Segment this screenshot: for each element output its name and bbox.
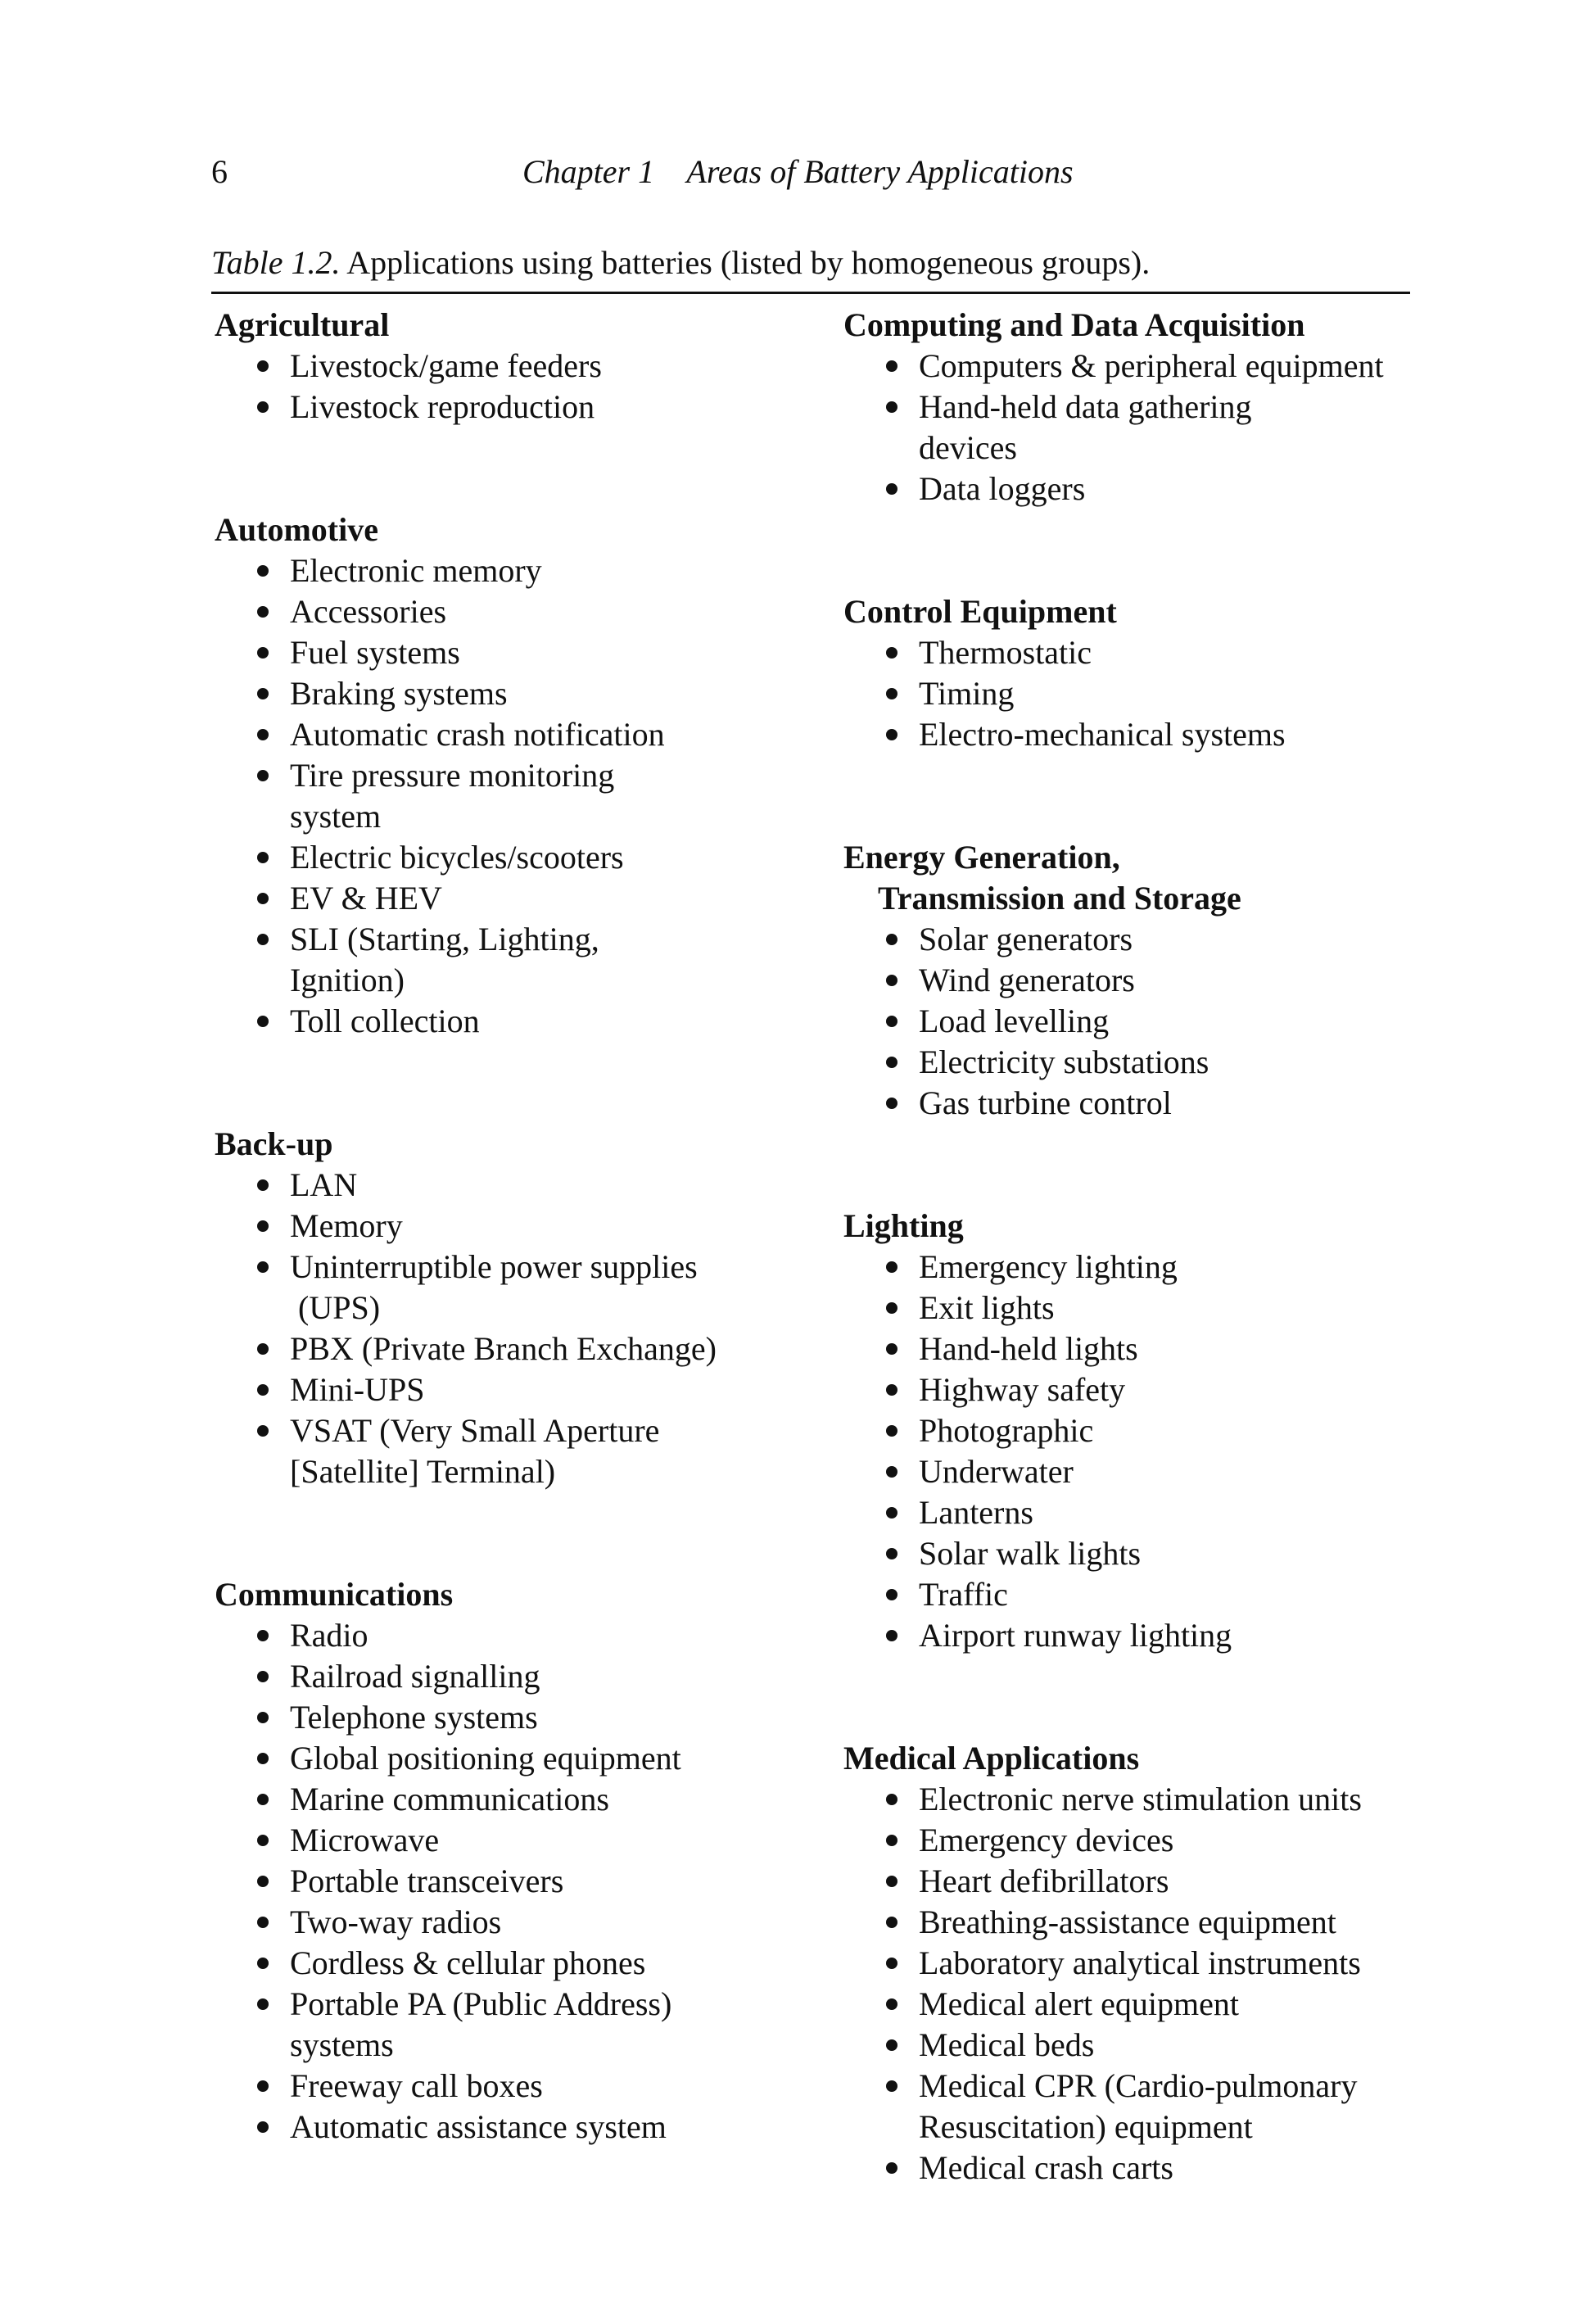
list-item — [843, 1042, 1417, 1083]
list-item — [215, 1369, 788, 1410]
category-group — [215, 509, 788, 1042]
category-heading — [215, 509, 788, 550]
category-group — [843, 1206, 1417, 1656]
list-item-text: Tire pressure monitoring — [290, 757, 615, 794]
list-item-text: Airport runway lighting — [919, 1617, 1232, 1654]
bullet-icon — [886, 483, 897, 495]
list-item-text: PBX (Private Branch Exchange) — [290, 1330, 717, 1367]
table-caption-label: Table 1.2. — [211, 244, 341, 281]
list-item-text: Portable transceivers — [290, 1863, 564, 1899]
list-item-text: Solar generators — [919, 921, 1133, 957]
right-column — [843, 305, 1417, 2270]
list-item — [215, 1001, 788, 1042]
list-item-text: Freeway call boxes — [290, 2067, 543, 2104]
list-item — [843, 2148, 1417, 2188]
list-item-text: Electricity substations — [919, 1043, 1209, 1080]
list-item-text: Electro-mechanical systems — [919, 716, 1286, 753]
list-item — [215, 714, 788, 755]
list-item-text: Livestock/game feeders — [290, 347, 602, 384]
bullet-icon — [257, 1998, 269, 2010]
application-list — [215, 1615, 788, 2148]
list-item — [215, 1902, 788, 1943]
list-item-text: Emergency devices — [919, 1822, 1174, 1858]
list-item-text: Lanterns — [919, 1494, 1033, 1531]
list-item-text: Braking systems — [290, 675, 508, 712]
bullet-icon — [886, 1425, 897, 1437]
category-heading — [843, 1738, 1417, 1779]
bullet-icon — [886, 1384, 897, 1396]
category-heading-line: Control Equipment — [843, 593, 1117, 630]
list-item — [215, 1820, 788, 1861]
list-item — [843, 1492, 1417, 1533]
list-item-text: devices — [919, 429, 1017, 466]
list-item — [843, 1083, 1417, 1124]
list-item-text: Two-way radios — [290, 1903, 502, 1940]
list-item-text: Fuel systems — [290, 634, 460, 671]
list-item — [843, 1820, 1417, 1861]
bullet-icon — [886, 1057, 897, 1068]
list-item — [843, 468, 1417, 509]
bullet-icon — [257, 1261, 269, 1273]
bullet-icon — [257, 2080, 269, 2092]
list-item-text: Automatic crash notification — [290, 716, 665, 753]
list-item — [215, 878, 788, 919]
list-item-text: Automatic assistance system — [290, 2108, 667, 2145]
list-item-text: EV & HEV — [290, 880, 442, 917]
list-item-text: Laboratory analytical instruments — [919, 1944, 1361, 1981]
list-item-text: (UPS) — [290, 1289, 381, 1326]
bullet-icon — [886, 934, 897, 945]
bullet-icon — [257, 1384, 269, 1396]
list-item — [215, 1861, 788, 1902]
list-item-text: Underwater — [919, 1453, 1074, 1490]
bullet-icon — [886, 2039, 897, 2051]
page-header — [211, 152, 1410, 201]
list-item-text: Telephone systems — [290, 1699, 538, 1736]
bullet-icon — [886, 1343, 897, 1355]
category-group — [843, 837, 1417, 1124]
category-group — [215, 1124, 788, 1492]
list-item-text: Uninterruptible power supplies — [290, 1248, 698, 1285]
list-item — [215, 1615, 788, 1656]
list-item — [843, 1861, 1417, 1902]
bullet-icon — [257, 647, 269, 659]
list-item — [215, 2107, 788, 2148]
bullet-icon — [886, 1589, 897, 1600]
list-item — [843, 1369, 1417, 1410]
list-item — [215, 591, 788, 632]
bullet-icon — [257, 893, 269, 904]
table-caption — [211, 243, 1150, 282]
list-item — [843, 1328, 1417, 1369]
bullet-icon — [257, 1917, 269, 1928]
list-item — [215, 632, 788, 673]
category-heading — [215, 1124, 788, 1165]
list-item-text: Hand-held data gathering — [919, 388, 1252, 425]
bullet-icon — [886, 1917, 897, 1928]
list-item-text: Emergency lighting — [919, 1248, 1178, 1285]
list-item — [843, 1943, 1417, 1984]
left-column — [215, 305, 788, 2229]
application-list — [215, 550, 788, 1042]
list-item-text: SLI (Starting, Lighting, — [290, 921, 599, 957]
list-item — [843, 1902, 1417, 1943]
bullet-icon — [257, 1712, 269, 1723]
application-list — [215, 346, 788, 428]
list-item — [843, 632, 1417, 673]
bullet-icon — [257, 1016, 269, 1027]
category-group — [843, 1738, 1417, 2188]
list-item-text: Heart defibrillators — [919, 1863, 1169, 1899]
list-item — [215, 550, 788, 591]
list-item-text: Livestock reproduction — [290, 388, 595, 425]
list-item — [215, 1943, 788, 1984]
bullet-icon — [886, 1630, 897, 1641]
bullet-icon — [886, 1507, 897, 1519]
list-item-text: Exit lights — [919, 1289, 1055, 1326]
bullet-icon — [257, 565, 269, 577]
list-item-text: Highway safety — [919, 1371, 1126, 1408]
list-item-text: [Satellite] Terminal) — [290, 1453, 556, 1490]
list-item — [843, 2025, 1417, 2066]
bullet-icon — [257, 1958, 269, 1969]
bullet-icon — [886, 1302, 897, 1314]
category-heading-line: Energy Generation, — [843, 839, 1120, 876]
bullet-icon — [257, 1794, 269, 1805]
list-item — [215, 2066, 788, 2107]
bullet-icon — [257, 1343, 269, 1355]
bullet-icon — [257, 1876, 269, 1887]
category-heading — [215, 305, 788, 346]
bullet-icon — [886, 975, 897, 986]
category-heading-line: Computing and Data Acquisition — [843, 306, 1305, 343]
bullet-icon — [257, 401, 269, 413]
list-item — [843, 1984, 1417, 2025]
bullet-icon — [886, 1835, 897, 1846]
list-item — [843, 1247, 1417, 1288]
bullet-icon — [886, 1794, 897, 1805]
list-item-text: Thermostatic — [919, 634, 1092, 671]
list-item — [843, 960, 1417, 1001]
list-item-text: Electric bicycles/scooters — [290, 839, 624, 876]
list-item — [843, 1779, 1417, 1820]
list-item — [215, 755, 788, 837]
list-item — [843, 714, 1417, 755]
application-list — [843, 919, 1417, 1124]
category-heading — [843, 305, 1417, 346]
application-list — [843, 346, 1417, 509]
category-group — [843, 305, 1417, 509]
list-item-text: Data loggers — [919, 470, 1086, 507]
list-item-text: Traffic — [919, 1576, 1008, 1613]
bullet-icon — [886, 1016, 897, 1027]
bullet-icon — [886, 2080, 897, 2092]
list-item — [215, 1165, 788, 1206]
bullet-icon — [886, 1548, 897, 1559]
category-heading-line: Transmission and Storage — [878, 880, 1241, 917]
list-item-text: Computers & peripheral equipment — [919, 347, 1384, 384]
page-number: 6 — [211, 153, 228, 190]
bullet-icon — [886, 1998, 897, 2010]
bullet-icon — [886, 1958, 897, 1969]
bullet-icon — [886, 729, 897, 740]
bullet-icon — [886, 2162, 897, 2174]
bullet-icon — [257, 934, 269, 945]
category-group — [215, 305, 788, 428]
list-item — [215, 919, 788, 1001]
list-item — [843, 1451, 1417, 1492]
list-item-text: Breathing-assistance equipment — [919, 1903, 1336, 1940]
table-caption-text: Applications using batteries (listed by homogeneous groups). — [340, 244, 1151, 281]
category-heading-line: Medical Applications — [843, 1740, 1140, 1777]
list-item — [215, 387, 788, 428]
list-item — [215, 1328, 788, 1369]
list-item-text: Toll collection — [290, 1003, 480, 1039]
category-group — [843, 591, 1417, 755]
list-item — [843, 1410, 1417, 1451]
list-item-text: Marine communications — [290, 1781, 609, 1817]
category-heading-line: Agricultural — [215, 306, 390, 343]
list-item — [843, 1288, 1417, 1328]
bullet-icon — [257, 852, 269, 863]
list-item-text: Ignition) — [290, 962, 405, 998]
bullet-icon — [886, 1466, 897, 1478]
category-heading-line: Lighting — [843, 1207, 964, 1244]
list-item — [215, 1984, 788, 2066]
category-heading — [843, 591, 1417, 632]
bullet-icon — [257, 729, 269, 740]
category-heading — [843, 837, 1417, 919]
application-list — [843, 1779, 1417, 2188]
list-item-text: Wind generators — [919, 962, 1135, 998]
bullet-icon — [886, 647, 897, 659]
category-heading-line: Back-up — [215, 1125, 333, 1162]
list-item — [215, 1779, 788, 1820]
table-top-rule — [211, 292, 1410, 294]
list-item — [843, 346, 1417, 387]
list-item-text: Electronic memory — [290, 552, 542, 589]
category-heading-line: Communications — [215, 1576, 454, 1613]
category-heading-line: Automotive — [215, 511, 378, 548]
list-item-text: systems — [290, 2026, 394, 2063]
list-item — [843, 673, 1417, 714]
bullet-icon — [257, 606, 269, 618]
list-item-text: Resuscitation) equipment — [919, 2108, 1253, 2145]
list-item — [215, 837, 788, 878]
list-item — [215, 1247, 788, 1328]
application-list — [843, 632, 1417, 755]
bullet-icon — [886, 1261, 897, 1273]
list-item-text: Load levelling — [919, 1003, 1110, 1039]
list-item — [215, 1656, 788, 1697]
list-item — [843, 1615, 1417, 1656]
list-item — [215, 1697, 788, 1738]
list-item-text: Microwave — [290, 1822, 440, 1858]
list-item-text: Accessories — [290, 593, 447, 630]
list-item — [843, 1574, 1417, 1615]
category-heading — [843, 1206, 1417, 1247]
list-item-text: Medical crash carts — [919, 2149, 1173, 2186]
list-item-text: Hand-held lights — [919, 1330, 1138, 1367]
list-item-text: system — [290, 798, 382, 835]
list-item-text: Railroad signalling — [290, 1658, 540, 1695]
list-item — [215, 1738, 788, 1779]
bullet-icon — [257, 1753, 269, 1764]
bullet-icon — [257, 2121, 269, 2133]
list-item — [843, 2066, 1417, 2148]
list-item — [215, 346, 788, 387]
list-item-text: Medical CPR (Cardio-pulmonary — [919, 2067, 1358, 2104]
bullet-icon — [257, 1220, 269, 1232]
list-item-text: VSAT (Very Small Aperture — [290, 1412, 660, 1449]
list-item-text: Cordless & cellular phones — [290, 1944, 646, 1981]
bullet-icon — [257, 688, 269, 699]
list-item — [843, 387, 1417, 468]
bullet-icon — [886, 688, 897, 699]
list-item — [843, 1001, 1417, 1042]
list-item — [215, 1206, 788, 1247]
bullet-icon — [886, 360, 897, 372]
list-item-text: LAN — [290, 1166, 358, 1203]
list-item-text: Memory — [290, 1207, 403, 1244]
list-item-text: Mini-UPS — [290, 1371, 425, 1408]
bullet-icon — [886, 1876, 897, 1887]
list-item-text: Gas turbine control — [919, 1084, 1172, 1121]
bullet-icon — [886, 401, 897, 413]
list-item-text: Medical beds — [919, 2026, 1095, 2063]
bullet-icon — [257, 1179, 269, 1191]
category-group — [215, 1574, 788, 2148]
list-item — [843, 1533, 1417, 1574]
application-list — [843, 1247, 1417, 1656]
bullet-icon — [257, 770, 269, 781]
list-item-text: Photographic — [919, 1412, 1094, 1449]
list-item — [843, 919, 1417, 960]
list-item-text: Medical alert equipment — [919, 1985, 1239, 2022]
list-item-text: Radio — [290, 1617, 368, 1654]
category-heading — [215, 1574, 788, 1615]
list-item — [215, 1410, 788, 1492]
list-item-text: Electronic nerve stimulation units — [919, 1781, 1362, 1817]
bullet-icon — [257, 1425, 269, 1437]
bullet-icon — [257, 360, 269, 372]
list-item-text: Timing — [919, 675, 1015, 712]
list-item-text: Solar walk lights — [919, 1535, 1142, 1572]
application-list — [215, 1165, 788, 1492]
list-item — [215, 673, 788, 714]
bullet-icon — [257, 1671, 269, 1682]
bullet-icon — [886, 1098, 897, 1109]
running-head: Chapter 1 Areas of Battery Applications — [522, 153, 1074, 190]
list-item-text: Global positioning equipment — [290, 1740, 681, 1777]
bullet-icon — [257, 1835, 269, 1846]
list-item-text: Portable PA (Public Address) — [290, 1985, 672, 2022]
bullet-icon — [257, 1630, 269, 1641]
